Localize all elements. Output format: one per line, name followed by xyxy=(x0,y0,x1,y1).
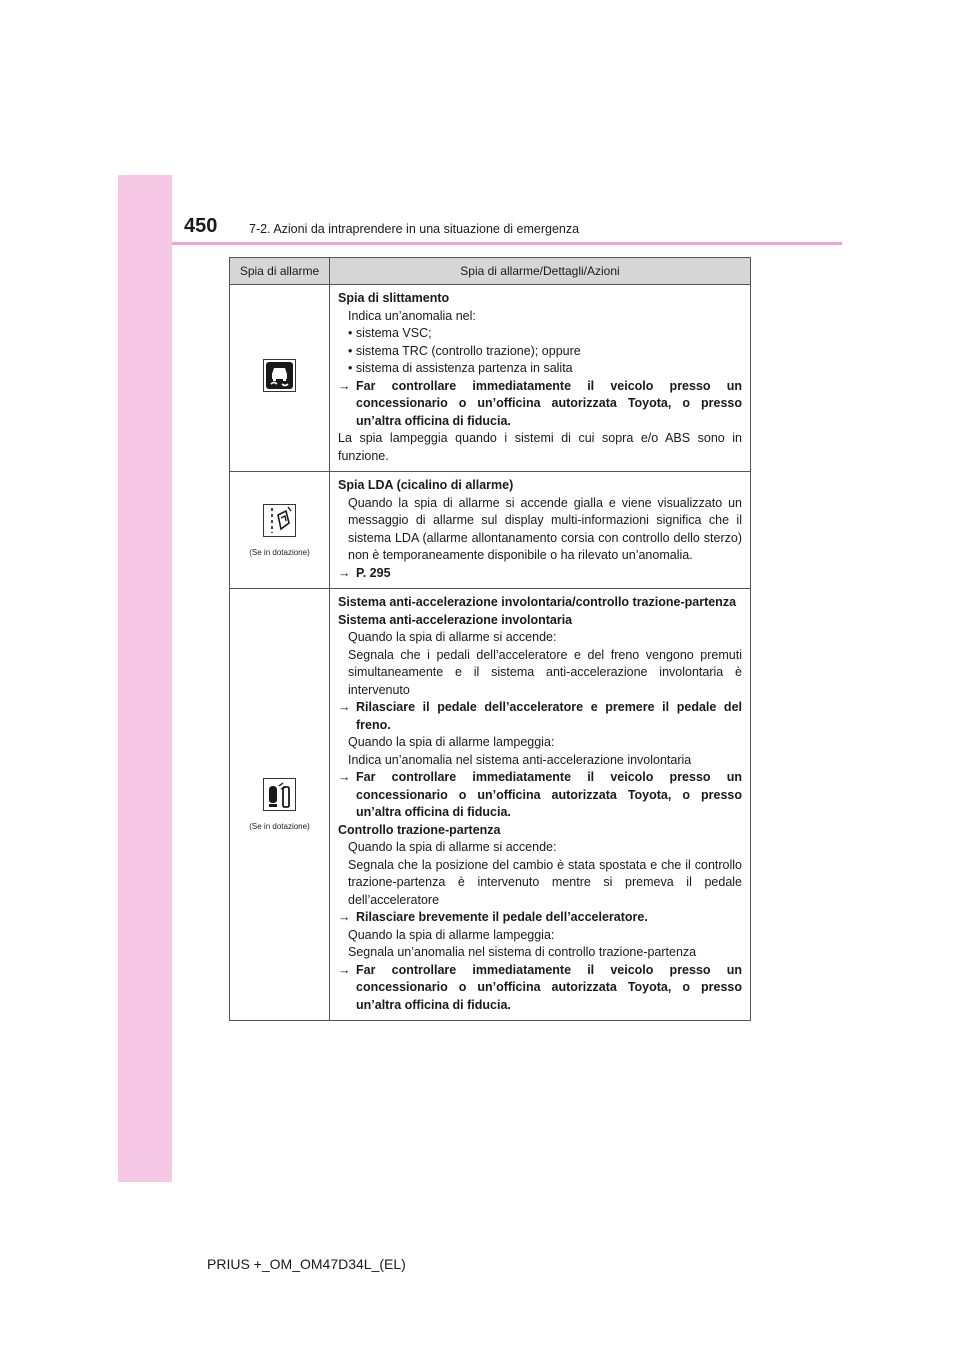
slip-indicator-icon xyxy=(263,359,296,392)
availability-note: (Se in dotazione) xyxy=(249,547,310,557)
row-text: Segnala che i pedali dell’acceleratore e del freno vengono premuti simultaneamente e il sistema anti-accelerazione involontaria è intervenuto xyxy=(348,647,742,697)
header-rule xyxy=(172,242,842,245)
arrow-icon: → xyxy=(338,910,351,924)
column-header-details: Spia di allarme/Dettagli/Azioni xyxy=(330,258,751,285)
action-line xyxy=(338,378,742,431)
list-item: • sistema di assistenza partenza in salita xyxy=(348,361,573,375)
action-text: Far controllare immediatamente il veicolo presso un concessionario o un’officina autorizzata Toyota, o presso un’altra officina di fiducia. xyxy=(356,378,742,428)
row-text: Segnala un’anomalia nel sistema di controllo trazione-partenza xyxy=(348,945,697,959)
row-subtitle: Controllo trazione-partenza xyxy=(338,822,501,837)
details-cell xyxy=(330,285,751,472)
arrow-icon: → xyxy=(338,962,351,977)
action-text: Far controllare immediatamente il veicolo presso un concessionario o un’officina autorizzata Toyota, o presso un’altra officina di fiducia. xyxy=(356,962,742,1012)
icon-cell xyxy=(230,472,330,589)
arrow-icon: → xyxy=(338,565,351,580)
row-text: Indica un’anomalia nel: xyxy=(348,308,476,323)
arrow-icon: → xyxy=(338,378,351,393)
action-line xyxy=(338,962,742,1015)
action-text: Rilasciare brevemente il pedale dell’acceleratore. xyxy=(356,910,648,924)
row-text: Quando la spia di allarme lampeggia: xyxy=(348,735,555,749)
warning-light-table xyxy=(229,257,751,1021)
details-cell xyxy=(330,589,751,1021)
action-line xyxy=(338,565,742,583)
row-text: Segnala che la posizione del cambio è stata spostata e che il controllo trazione-partenza è intervenuto mentre si premeva il pedale dell’acceleratore xyxy=(348,857,742,907)
section-title: 7-2. Azioni da intraprendere in una situazione di emergenza xyxy=(249,222,580,236)
action-line xyxy=(338,909,742,927)
action-line xyxy=(338,769,742,822)
action-line xyxy=(338,699,742,734)
details-cell xyxy=(330,472,751,589)
lda-warning-icon xyxy=(263,504,296,537)
icon-cell xyxy=(230,589,330,1021)
action-text: Rilasciare il pedale dell’acceleratore e premere il pedale del freno. xyxy=(356,700,742,732)
icon-cell xyxy=(230,285,330,472)
row-text: Indica un’anomalia nel sistema anti-accelerazione involontaria xyxy=(348,752,692,767)
arrow-icon: → xyxy=(338,770,351,784)
table-row xyxy=(230,285,751,472)
row-text: Quando la spia di allarme si accende: xyxy=(348,630,557,644)
list-item: • sistema VSC; xyxy=(348,326,432,340)
column-header-light: Spia di allarme xyxy=(230,258,330,285)
availability-note: (Se in dotazione) xyxy=(249,822,310,831)
row-title: Sistema anti-accelerazione involontaria/controllo trazione-partenza xyxy=(338,595,737,609)
page-number: 450 xyxy=(184,215,218,237)
list-item: • sistema TRC (controllo trazione); oppure xyxy=(348,343,581,358)
page-reference: P. 295 xyxy=(356,565,391,580)
row-title: Spia di slittamento xyxy=(338,291,450,305)
pedal-misoperation-icon xyxy=(263,778,296,811)
row-title: Spia LDA (cicalino di allarme) xyxy=(338,478,514,492)
row-text: Quando la spia di allarme lampeggia: xyxy=(348,927,555,942)
chapter-tab-band xyxy=(118,175,172,1182)
table-row xyxy=(230,589,751,1021)
arrow-icon: → xyxy=(338,700,351,714)
row-note: La spia lampeggia quando i sistemi di cui sopra e/o ABS sono in funzione. xyxy=(338,431,742,463)
action-text: Far controllare immediatamente il veicolo presso un concessionario o un’officina autorizzata Toyota, o presso un’altra officina di fiducia. xyxy=(356,770,742,819)
row-subtitle: Sistema anti-accelerazione involontaria xyxy=(338,612,573,627)
row-text: Quando la spia di allarme si accende: xyxy=(348,840,557,854)
table-row xyxy=(230,472,751,589)
row-text: Quando la spia di allarme si accende gialla e viene visualizzato un messaggio di allarme sul display multi-informazioni significa che il sistema LDA (allarme allontanamento corsia con controllo dello sterzo) non è temporaneamente disponibile o ha rilevato un’anomalia. xyxy=(348,495,742,562)
table-header-row xyxy=(230,258,751,285)
model-code: PRIUS +_OM_OM47D34L_(EL) xyxy=(207,1256,406,1272)
